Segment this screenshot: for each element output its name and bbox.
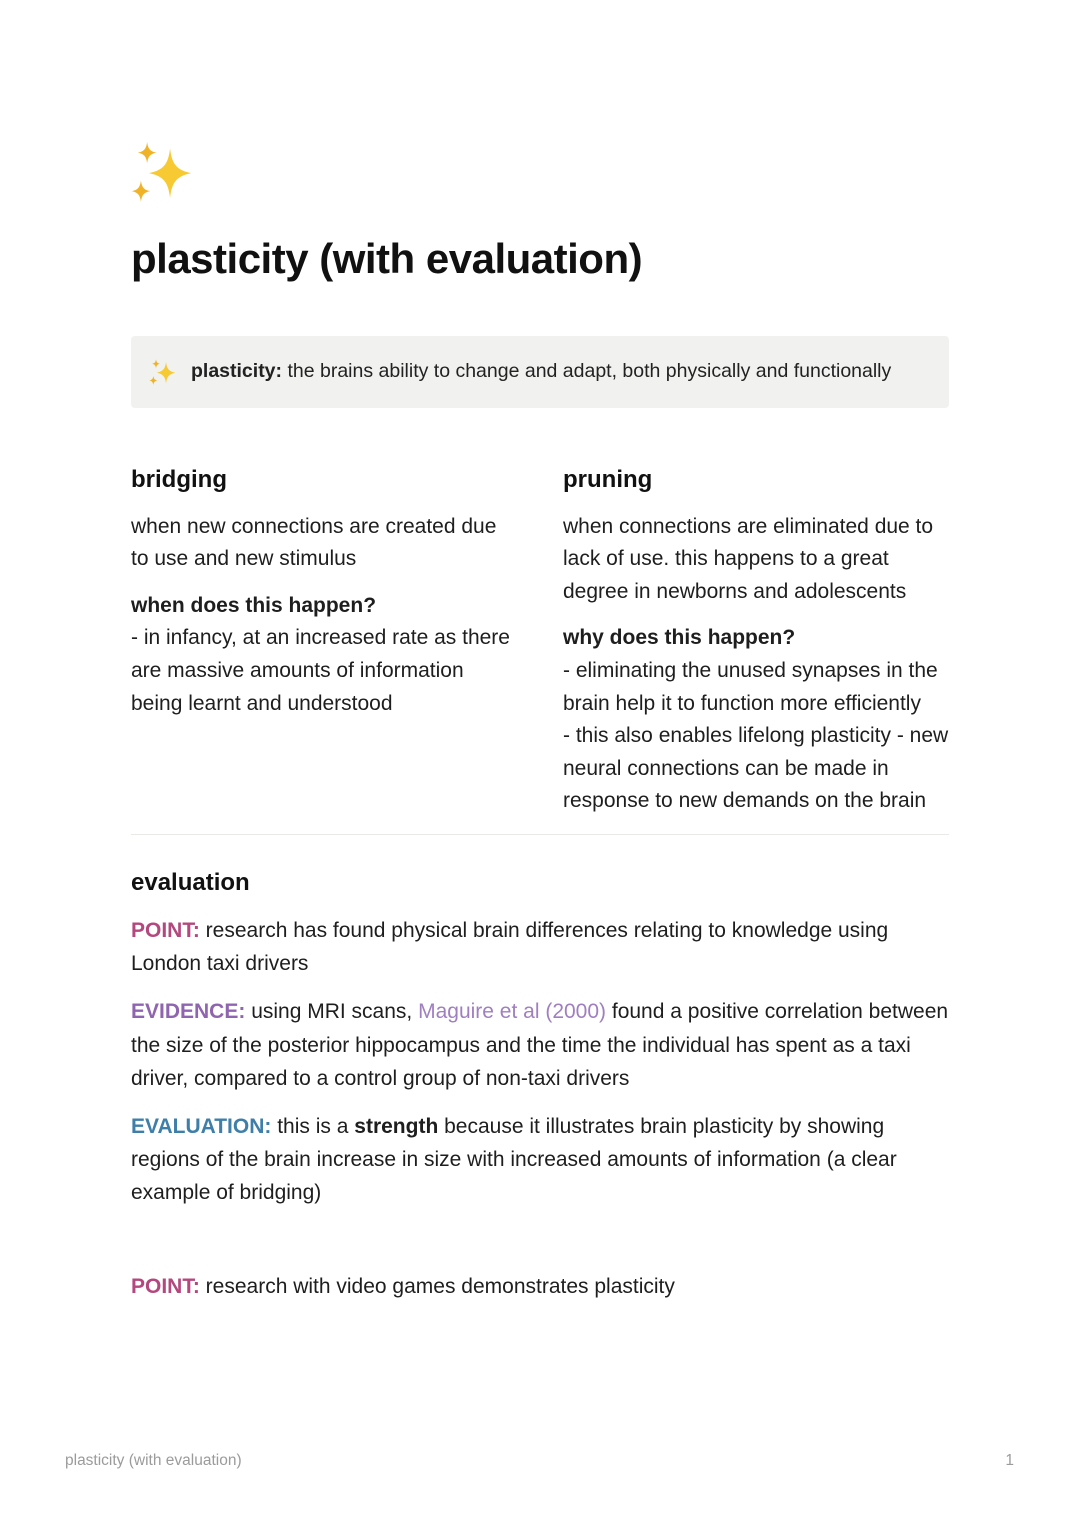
evaluation-section bbox=[131, 867, 949, 1304]
two-column-layout bbox=[131, 464, 949, 817]
blank-line bbox=[131, 1209, 949, 1255]
page-footer bbox=[65, 1452, 1014, 1470]
pruning-paragraph: when connections are eliminated due to lack of use. this happens to a great degree in newborns and adolescents bbox=[563, 514, 934, 603]
section-divider bbox=[131, 834, 949, 835]
bridging-qa-block bbox=[131, 590, 517, 720]
callout-definition: the brains ability to change and adapt, both physically and functionally bbox=[282, 360, 892, 383]
evaluation-text: because it illustrates brain plasticity by showing regions of the brain increase in size with increased amounts of information (a clear example of bridging) bbox=[131, 1114, 897, 1205]
evidence-text: using MRI scans, bbox=[245, 1000, 419, 1024]
evidence-label: EVIDENCE: bbox=[131, 1000, 246, 1024]
footer-page-number: 1 bbox=[1005, 1452, 1014, 1469]
bridging-bullet: - in infancy, at an increased rate as there are massive amounts of information being learnt and understood bbox=[131, 626, 510, 715]
sparkles-icon bbox=[131, 142, 193, 208]
evaluation-text: this is a bbox=[271, 1114, 355, 1138]
pruning-subheading: why does this happen? bbox=[563, 626, 796, 650]
pruning-heading: pruning bbox=[563, 466, 653, 494]
bridging-subheading: when does this happen? bbox=[131, 593, 377, 617]
evaluation-label: EVALUATION: bbox=[131, 1114, 272, 1138]
point-label: POINT: bbox=[131, 1275, 200, 1299]
evidence-paragraph bbox=[131, 995, 949, 1095]
column-pruning bbox=[563, 464, 949, 817]
footer-document-title: plasticity (with evaluation) bbox=[65, 1452, 242, 1469]
point-label: POINT: bbox=[131, 919, 200, 943]
callout-term: plasticity: bbox=[191, 360, 283, 383]
bridging-paragraph: when new connections are created due to use and new stimulus bbox=[131, 514, 497, 571]
bridging-heading: bridging bbox=[131, 466, 227, 494]
point-text: research has found physical brain differences relating to knowledge using London taxi drivers bbox=[131, 919, 889, 976]
point-paragraph bbox=[131, 914, 949, 980]
evidence-text: found a positive correlation between the size of the posterior hippocampus and the time the individual has spent as a taxi driver, compared to a control group of non-taxi drivers bbox=[131, 1000, 949, 1090]
pruning-bullet: - this also enables lifelong plasticity - new neural connections can be made in response to new demands on the brain bbox=[563, 724, 949, 813]
point-text: research with video games demonstrates plasticity bbox=[199, 1275, 675, 1299]
column-bridging bbox=[131, 464, 517, 817]
point-paragraph bbox=[131, 1270, 949, 1303]
pruning-bullet: - eliminating the unused synapses in the brain help it to function more efficiently bbox=[563, 658, 938, 715]
evaluation-paragraph bbox=[131, 1110, 949, 1210]
sparkles-icon bbox=[149, 359, 176, 388]
maguire-study-link[interactable]: Maguire et al (2000) bbox=[418, 1000, 607, 1024]
evaluation-heading: evaluation bbox=[131, 868, 250, 896]
page-title: plasticity (with evaluation) bbox=[131, 235, 643, 282]
pruning-qa-block bbox=[563, 622, 949, 817]
evaluation-strength-emphasis: strength bbox=[354, 1114, 439, 1138]
definition-callout bbox=[131, 336, 949, 408]
callout-text bbox=[191, 356, 891, 388]
